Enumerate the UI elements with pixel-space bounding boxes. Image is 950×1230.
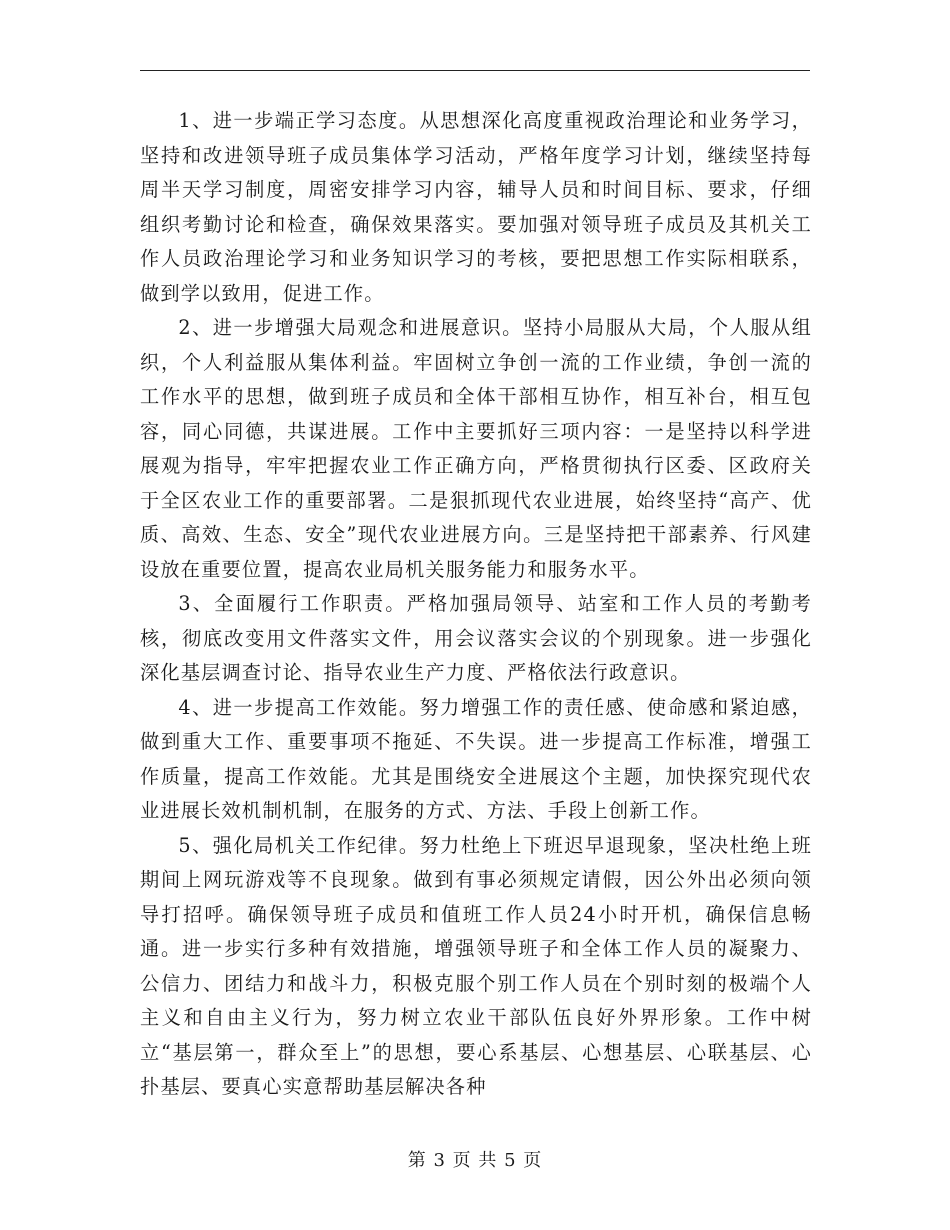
document-body [140, 104, 812, 1105]
paragraph-5: 5、强化局机关工作纪律。努力杜绝上下班迟早退现象，坚决杜绝上班期间上网玩游戏等不良现象。做到有事必须规定请假，因公外出必须向领导打招呼。确保领导班子成员和值班工作人员24小时开机，确保信息畅通。进一步实行多种有效措施，增强领导班子和全体工作人员的凝聚力、公信力、团结力和战斗力，积极克服个别工作人员在个别时刻的极端个人主义和自由主义行为，努力树立农业干部队伍良好外界形象。工作中树立“基层第一，群众至上”的思想，要心系基层、心想基层、心联基层、心扑基层、要真心实意帮助基层解决各种 [140, 833, 812, 1098]
paragraph-3: 3、全面履行工作职责。严格加强局领导、站室和工作人员的考勤考核，彻底改变用文件落实文件，用会议落实会议的个别现象。进一步强化深化基层调查讨论、指导农业生产力度、严格依法行政意识。 [140, 592, 812, 684]
paragraph-4: 4、进一步提高工作效能。努力增强工作的责任感、使命感和紧迫感，做到重大工作、重要事项不拖延、不失误。进一步提高工作标准，增强工作质量，提高工作效能。尤其是围绕安全进展这个主题，加快探究现代农业进展长效机制机制，在服务的方式、方法、手段上创新工作。 [140, 695, 812, 822]
page-footer [0, 1146, 950, 1172]
page-number: 第 3 页 共 5 页 [407, 1150, 543, 1171]
header-rule [140, 70, 810, 71]
paragraph-2: 2、进一步增强大局观念和进展意识。坚持小局服从大局，个人服从组织，个人利益服从集体利益。牢固树立争创一流的工作业绩，争创一流的工作水平的思想，做到班子成员和全体干部相互协作，相互补台，相互包容，同心同德，共谋进展。工作中主要抓好三项内容：一是坚持以科学进展观为指导，牢牢把握农业工作正确方向，严格贯彻执行区委、区政府关于全区农业工作的重要部署。二是狠抓现代农业进展，始终坚持“高产、优质、高效、生态、安全”现代农业进展方向。三是坚持把干部素养、行风建设放在重要位置，提高农业局机关服务能力和服务水平。 [140, 316, 812, 581]
paragraph-1: 1、进一步端正学习态度。从思想深化高度重视政治理论和业务学习，坚持和改进领导班子成员集体学习活动，严格年度学习计划，继续坚持每周半天学习制度，周密安排学习内容，辅导人员和时间目标、要求，仔细组织考勤讨论和检查，确保效果落实。要加强对领导班子成员及其机关工作人员政治理论学习和业务知识学习的考核，要把思想工作实际相联系，做到学以致用，促进工作。 [140, 109, 812, 305]
